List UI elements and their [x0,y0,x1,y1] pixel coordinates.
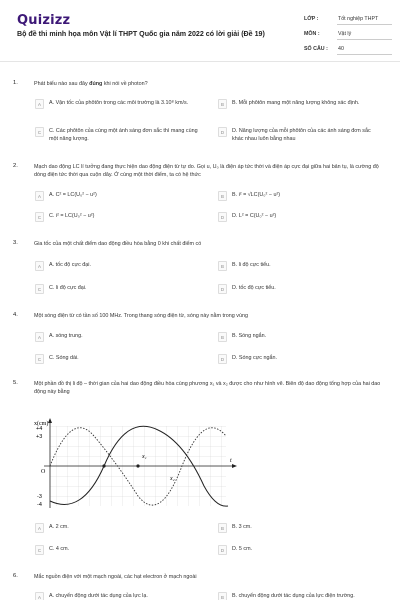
option-letter: B [218,592,227,600]
tick-label: +3 [36,434,43,440]
y-axis-arrow [48,418,52,423]
question-text: Một sóng điện từ có tần số 100 MHz. Trong thang sóng điện từ, sóng này nằm trong vùng [34,313,248,319]
question-text: Gia tốc của một chất điểm dao động điều hòa bằng 0 khi chất điểm có [34,241,202,247]
option-letter: B [218,523,227,533]
question-text: Phát biểu nào sau đây đúng khi nói về photon? [34,81,148,87]
class-row [304,16,336,22]
option-letter: B [218,332,227,342]
curve-x2-label: x₂ [170,476,175,482]
option-text: A. C² = LC(U₀² − u²) [49,192,97,198]
option-text: A. 2 cm. [49,524,69,530]
option-letter: A [35,592,44,600]
option-text: A. Vận tốc của phôtôn trong các môi trường là 3.10⁸ km/s. [49,100,189,106]
question-text: Mạch dao động LC lí tưởng đang thực hiện dao động điện từ tự do. Gọi u, U₀ là điện áp tức thời và điện áp cực đại giữa hai bản tụ, là cường độ dòng điện tức thời qua cuộn dây. Ở cùng một thời điểm, ta có hệ thức [34,164,379,178]
page-header [0,0,400,62]
question-number: 1. [13,80,18,86]
divider [337,24,392,25]
option-letter: A [35,191,44,201]
class-value: Tốt nghiệp THPT [338,16,379,22]
curve-x1-label: x₁ [142,454,147,460]
option-text: C. i² = LC(U₀² − u²) [49,213,95,219]
question-text: Mắc nguồn điện với một mạch ngoài, các hạt electron ở mạch ngoài [34,574,197,580]
class-label: LỚP : [304,16,319,22]
option-letter: B [218,191,227,201]
tick-label: -4 [37,502,42,508]
option-text: D. Sóng cực ngắn. [232,355,277,361]
subject-label: MÔN : [304,31,320,37]
option-letter: D [218,284,227,294]
option-letter: A [35,332,44,342]
x-axis-arrow [232,464,237,468]
intersection-point [136,464,139,467]
subject-row [304,31,336,37]
option-letter: C [35,127,44,137]
question-number: 5. [13,380,18,386]
option-letter: D [218,545,227,555]
question-number: 6. [13,573,18,579]
option-text: C. Sóng dài. [49,355,79,361]
option-text: A. chuyển động dưới tác dụng của lực lạ. [49,593,148,599]
question-number: 4. [13,312,18,318]
option-text: B. i² = √LC(U₀² − u²) [232,192,281,198]
option-text: D. 5 cm. [232,546,253,552]
count-row [304,46,336,52]
option-text: D. Năng lượng của mỗi phôtôn của các ánh sáng đơn sắc khác nhau luôn bằng nhau [232,128,371,142]
option-letter: D [218,127,227,137]
option-letter: C [35,284,44,294]
option-text: D. tốc độ cực tiểu. [232,285,276,291]
option-text: C. Các phôtôn của cùng một ánh sáng đơn sắc thì mang cùng một năng lượng. [49,128,198,142]
option-text: C. 4 cm. [49,546,70,552]
option-letter: C [35,545,44,555]
option-text: B. Mỗi phôtôn mang một năng lượng không xác định. [232,100,360,106]
option-text: B. li độ cực tiểu. [232,262,271,268]
intersection-point [102,464,105,467]
question-number: 3. [13,240,18,246]
tick-label: +4 [36,426,43,432]
option-text: A. tốc độ cực đại. [49,262,91,268]
option-letter: A [35,261,44,271]
option-letter: B [218,99,227,109]
y-axis-label: x(cm) [34,421,49,427]
option-letter: A [35,523,44,533]
option-letter: C [35,212,44,222]
option-letter: A [35,99,44,109]
option-letter: C [35,354,44,364]
quizizz-logo: Quizizz [17,13,71,28]
page-title: Bộ đề thi minh họa môn Vật lí THPT Quốc gia năm 2022 có lời giải (Đề 19) [17,30,265,38]
option-text: B. chuyển động dưới tác dụng của lực điện trường. [232,593,355,599]
divider [337,54,392,55]
option-text: B. 3 cm. [232,524,252,530]
tick-label: -3 [37,494,42,500]
option-text: B. Sóng ngắn. [232,333,267,339]
option-text: C. li độ cực đại. [49,285,87,291]
question-text: Một phần đồ thị li độ – thời gian của hai dao động điều hòa cùng phương x₁ và x₂ được cho như hình vẽ. Biên độ dao động tổng hợp của hai dao động này bằng [34,381,381,395]
count-label: SỐ CÂU : [304,46,328,52]
count-value: 40 [338,46,344,52]
option-text: A. sóng trung. [49,333,83,339]
subject-value: Vật lý [338,31,352,37]
option-text: D. L² = C(U₀² − u²) [232,213,277,219]
origin-label: O [41,469,46,475]
divider [337,39,392,40]
question-number: 2. [13,163,18,169]
x-axis-label: t [230,458,232,464]
option-letter: D [218,354,227,364]
option-letter: B [218,261,227,271]
option-letter: D [218,212,227,222]
oscillation-graph [34,416,244,511]
